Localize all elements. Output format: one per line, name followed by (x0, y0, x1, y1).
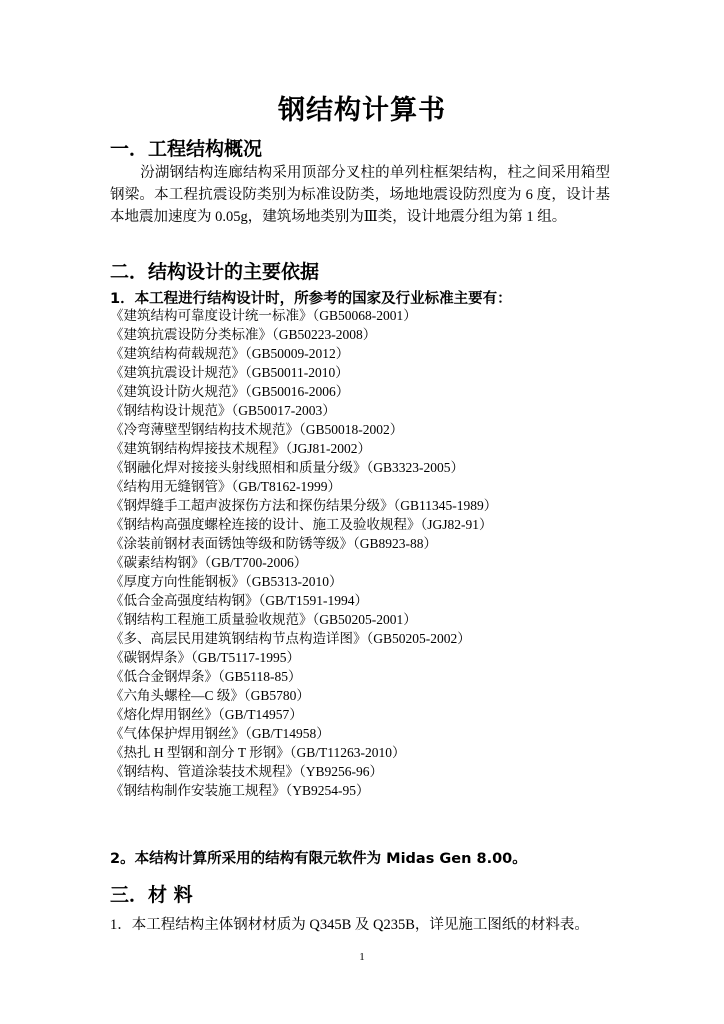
section1-heading: 一．工程结构概况 (110, 138, 263, 160)
standard-item: 《碳钢焊条》（GB/T5117-1995） (110, 650, 300, 665)
standard-item: 《熔化焊用钢丝》（GB/T14957） (110, 707, 303, 722)
standard-item: 《建筑抗震设计规范》（GB50011-2010） (110, 365, 349, 380)
section1-paragraph (110, 162, 610, 228)
standard-item: 《低合金高强度结构钢》（GB/T1591-1994） (110, 593, 368, 608)
section2-item1-heading: 1．本工程进行结构设计时，所参考的国家及行业标准主要有： (110, 291, 512, 307)
standard-item: 《钢结构工程施工质量验收规范》（GB50205-2001） (110, 612, 417, 627)
standard-item: 《多、高层民用建筑钢结构节点构造详图》（GB50205-2002） (110, 631, 471, 646)
standard-item: 《建筑抗震设防分类标准》（GB50223-2008） (110, 327, 377, 342)
standards-list (110, 306, 497, 800)
standard-item: 《钢结构制作安装施工规程》（YB9254-95） (110, 783, 370, 798)
standard-item: 《钢结构设计规范》（GB50017-2003） (110, 403, 336, 418)
section3-item1: 1．本工程结构主体钢材材质为 Q345B 及 Q235B，详见施工图纸的材料表。 (110, 917, 589, 933)
section3-heading: 三．材 料 (110, 884, 193, 906)
standard-item: 《气体保护焊用钢丝》（GB/T14958） (110, 726, 330, 741)
standard-item: 《建筑设计防火规范》（GB50016-2006） (110, 384, 350, 399)
page-number: 1 (359, 951, 365, 963)
standard-item: 《钢融化焊对接接头射线照相和质量分级》（GB3323-2005） (110, 460, 464, 475)
standard-item: 《钢焊缝手工超声波探伤方法和探伤结果分级》（GB11345-1989） (110, 498, 498, 513)
standard-item: 《冷弯薄壁型钢结构技术规范》（GB50018-2002） (110, 422, 404, 437)
standard-item: 《碳素结构钢》（GB/T700-2006） (110, 555, 308, 570)
standard-item: 《建筑结构荷载规范》（GB50009-2012） (110, 346, 350, 361)
standard-item: 《厚度方向性能钢板》（GB5313-2010） (110, 574, 343, 589)
standard-item: 《涂装前钢材表面锈蚀等级和防锈等级》（GB8923-88） (110, 536, 437, 551)
document-title: 钢结构计算书 (278, 95, 446, 126)
section2-item2: 2。本结构计算所采用的结构有限元软件为 Midas Gen 8.00。 (110, 851, 527, 867)
standard-item: 《钢结构高强度螺栓连接的设计、施工及验收规程》（JGJ82-91） (110, 517, 493, 532)
standard-item: 《建筑结构可靠度设计统一标准》（GB50068-2001） (110, 308, 417, 323)
standard-item: 《钢结构、管道涂装技术规程》（YB9256-96） (110, 764, 383, 779)
standard-item: 《六角头螺栓—C 级》（GB5780） (110, 688, 310, 703)
section2-heading: 二．结构设计的主要依据 (110, 261, 320, 283)
standard-item: 《热扎 H 型钢和剖分 T 形钢》（GB/T11263-2010） (110, 745, 406, 760)
standard-item: 《低合金钢焊条》（GB5118-85） (110, 669, 302, 684)
section1-paragraph-text: 汾湖钢结构连廊结构采用顶部分叉柱的单列柱框架结构，柱之间采用箱型钢梁。本工程抗震设防类别为标准设防类，场地地震设防烈度为 6 度，设计基本地震加速度为 0.05g，建筑场地类别为Ⅲ类，设计地震分组为第 1 组。 (110, 165, 610, 225)
standard-item: 《结构用无缝钢管》（GB/T8162-1999） (110, 479, 341, 494)
standard-item: 《建筑钢结构焊接技术规程》（JGJ81-2002） (110, 441, 372, 456)
